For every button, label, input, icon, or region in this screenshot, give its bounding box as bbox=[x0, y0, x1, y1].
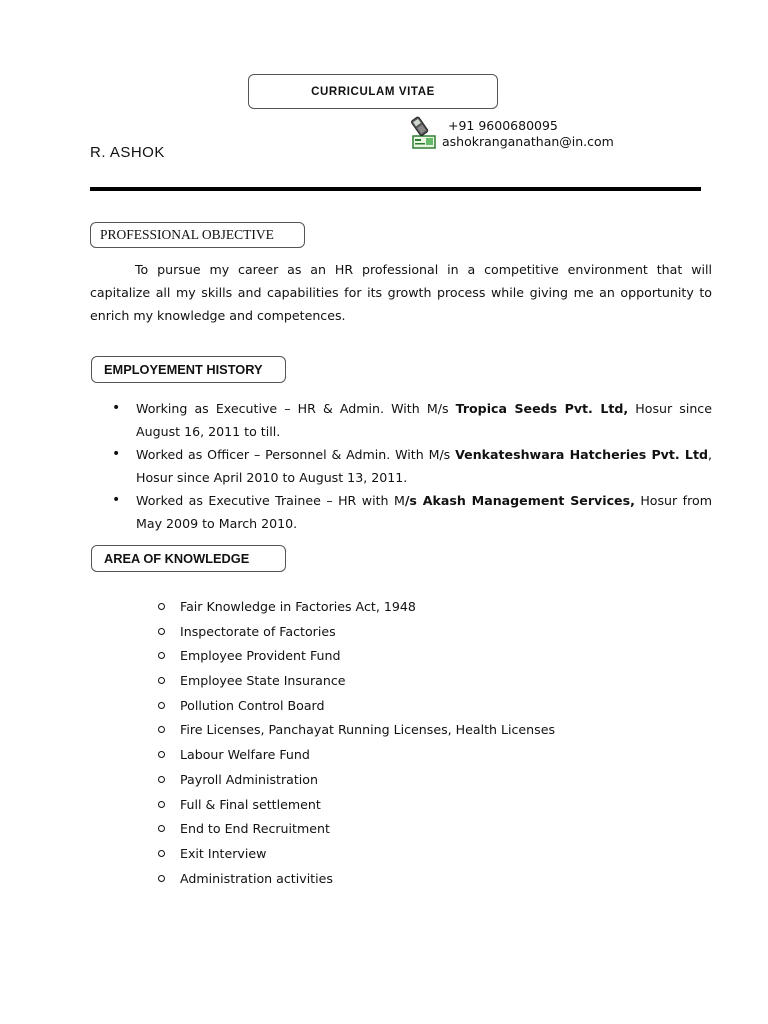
knowledge-item bbox=[157, 868, 555, 893]
knowledge-item bbox=[157, 843, 555, 868]
objective-heading-box bbox=[90, 222, 305, 248]
knowledge-heading-box bbox=[91, 545, 286, 572]
employment-text: Working as Executive – HR & Admin. With M/s bbox=[136, 401, 456, 416]
email-envelope-icon bbox=[412, 135, 438, 149]
header-divider bbox=[90, 187, 701, 191]
knowledge-item bbox=[157, 769, 555, 794]
bullet-icon: • bbox=[112, 446, 121, 462]
contact-block bbox=[408, 118, 614, 150]
knowledge-item bbox=[157, 794, 555, 819]
circle-bullet-icon bbox=[158, 726, 165, 733]
circle-bullet-icon bbox=[158, 850, 165, 857]
phone-number: +91 9600680095 bbox=[448, 118, 558, 133]
employer-name: Venkateshwara Hatcheries Pvt. Ltd bbox=[455, 447, 708, 462]
knowledge-item bbox=[157, 621, 555, 646]
document-title: CURRICULAM VITAE bbox=[311, 85, 435, 98]
knowledge-item bbox=[157, 670, 555, 695]
knowledge-item-label: Fair Knowledge in Factories Act, 1948 bbox=[180, 599, 416, 614]
employment-list bbox=[112, 397, 712, 535]
knowledge-list bbox=[157, 596, 555, 892]
knowledge-item-label: End to End Recruitment bbox=[180, 821, 330, 837]
knowledge-item bbox=[157, 695, 555, 720]
bullet-icon: • bbox=[112, 400, 121, 416]
document-title-box bbox=[248, 74, 498, 109]
circle-bullet-icon bbox=[158, 652, 165, 659]
employment-item bbox=[112, 397, 712, 443]
knowledge-item-label: Exit Interview bbox=[180, 845, 267, 861]
knowledge-item-label: Fire Licenses, Panchayat Running Licenses, Health Licenses bbox=[180, 722, 556, 738]
knowledge-item-label: Employee State Insurance bbox=[180, 673, 346, 689]
knowledge-item bbox=[157, 596, 555, 621]
employment-item bbox=[112, 443, 712, 489]
knowledge-item-label: Labour Welfare Fund bbox=[180, 747, 310, 763]
circle-bullet-icon bbox=[158, 776, 165, 783]
knowledge-item-label: Pollution Control Board bbox=[180, 697, 325, 713]
email-row bbox=[408, 134, 614, 150]
circle-bullet-icon bbox=[158, 875, 165, 882]
employment-item bbox=[112, 489, 712, 535]
knowledge-item-label: Inspectorate of Factories bbox=[180, 623, 336, 639]
knowledge-item-label: Administration activities bbox=[180, 870, 333, 886]
circle-bullet-icon bbox=[158, 677, 165, 684]
bullet-icon: • bbox=[112, 492, 121, 508]
circle-bullet-icon bbox=[158, 628, 165, 635]
objective-text: To pursue my career as an HR professional in a competitive environment that will capitalize all my skills and capabilities for its growth process while giving me an opportunity to enrich my knowledge and competences. bbox=[90, 262, 712, 323]
knowledge-item bbox=[157, 818, 555, 843]
knowledge-item bbox=[157, 744, 555, 769]
circle-bullet-icon bbox=[158, 603, 165, 610]
knowledge-item bbox=[157, 719, 555, 744]
knowledge-heading: AREA OF KNOWLEDGE bbox=[104, 551, 250, 566]
mobile-phone-icon bbox=[408, 115, 436, 137]
employer-name: Tropica Seeds Pvt. Ltd, bbox=[455, 401, 629, 416]
circle-bullet-icon bbox=[158, 702, 165, 709]
employment-heading-box bbox=[91, 356, 286, 383]
employment-text: Hosur from May 2009 to March 2010. bbox=[136, 493, 712, 531]
employment-text: Hosur since August 16, 2011 to till. bbox=[136, 401, 712, 439]
knowledge-item-label: Employee Provident Fund bbox=[180, 648, 341, 664]
circle-bullet-icon bbox=[158, 801, 165, 808]
knowledge-item bbox=[157, 645, 555, 670]
employer-name: /s Akash Management Services, bbox=[404, 493, 635, 508]
employment-text: Worked as Officer – Personnel & Admin. With M/s bbox=[136, 447, 456, 462]
knowledge-item-label: Payroll Administration bbox=[180, 771, 318, 787]
objective-heading: PROFESSIONAL OBJECTIVE bbox=[100, 227, 274, 242]
employment-text: Worked as Executive Trainee – HR with M bbox=[136, 493, 405, 508]
circle-bullet-icon bbox=[158, 825, 165, 832]
phone-row bbox=[408, 118, 614, 134]
employment-heading: EMPLOYEMENT HISTORY bbox=[104, 362, 263, 377]
email-address: ashokranganathan@in.com bbox=[442, 134, 614, 149]
employment-text: , Hosur since April 2010 to August 13, 2011. bbox=[136, 447, 712, 485]
knowledge-item-label: Full & Final settlement bbox=[180, 796, 321, 812]
candidate-name: R. ASHOK bbox=[90, 144, 165, 161]
circle-bullet-icon bbox=[158, 751, 165, 758]
